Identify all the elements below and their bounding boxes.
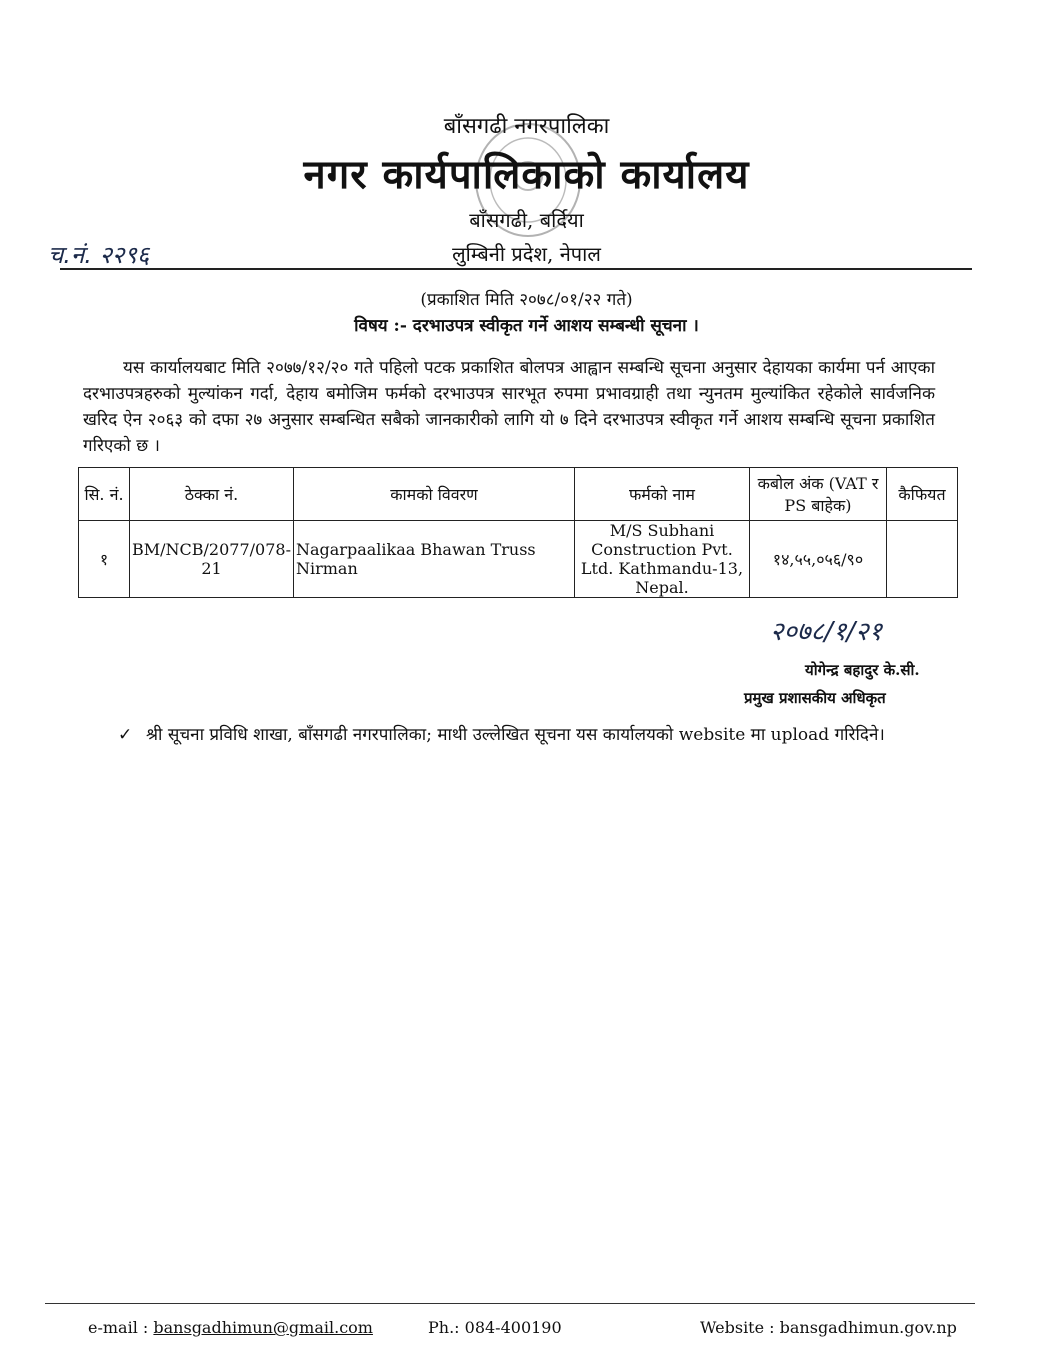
notice-body: यस कार्यालयबाट मिति २०७७/१२/२० गते पहिलो पटक प्रकाशित बोलपत्र आह्वान सम्बन्धि सूचना अनुसार देहायका कार्यमा पर्न आएका दरभाउपत्रहरुको मुल्यांकन गर्दा, देहाय बमोजिम फर्मको दरभाउपत्र सारभूत रुपमा प्रभावग्राही तथा न्युनतम मुल्यांकित रहेकोले सार्वजनिक खरिद ऐन २०६३ को दफा २७ अनुसार सम्बन्धित सबैको जानकारीको लागि यो ७ दिने दरभाउपत्र स्वीकृत गर्ने आशय सम्बन्धि सूचना प्रकाशित गरिएको छ । <box>83 358 935 456</box>
cell-bid-amount: १४,५५,०५६/९० <box>749 521 886 598</box>
footer-phone: Ph.: 084-400190 <box>428 1318 562 1337</box>
cell-firm-name: M/S Subhani Construction Pvt. Ltd. Kathmandu-13, Nepal. <box>574 521 749 598</box>
cell-remarks <box>886 521 957 598</box>
cell-contract-no: BM/NCB/2077/078-21 <box>130 521 294 598</box>
header-firm-name: फर्मको नाम <box>574 468 749 521</box>
bid-table <box>78 467 958 598</box>
signatory-name: योगेन्द्र बहादुर के.सी. <box>805 661 920 679</box>
header-work-description: कामको विवरण <box>293 468 574 521</box>
header-contract-no: ठेक्का नं. <box>130 468 294 521</box>
header-divider <box>60 268 972 270</box>
header-remarks: कैफियत <box>886 468 957 521</box>
table-header-row <box>79 468 958 521</box>
footer-divider <box>45 1303 975 1304</box>
handwritten-signature: २०७८/१/२१ <box>770 617 883 647</box>
cc-note <box>118 722 938 748</box>
reference-number: च.नं. २२९६ <box>48 241 150 269</box>
footer-website: Website : bansgadhimun.gov.np <box>700 1318 957 1337</box>
checkmark-icon: ✓ <box>118 725 133 745</box>
email-link[interactable]: bansgadhimun@gmail.com <box>153 1318 373 1337</box>
signatory-title: प्रमुख प्रशासकीय अधिकृत <box>744 689 886 707</box>
email-label: e-mail : <box>88 1318 154 1337</box>
header-serial: सि. नं. <box>79 468 130 521</box>
published-date: (प्रकाशित मिति २०७८/०१/२२ गते) <box>420 290 633 310</box>
table-row <box>79 521 958 598</box>
notice-subject: विषय :- दरभाउपत्र स्वीकृत गर्ने आशय सम्बन्धी सूचना । <box>354 316 699 336</box>
footer-email <box>88 1318 373 1337</box>
cell-work-description: Nagarpaalikaa Bhawan Truss Nirman <box>293 521 574 598</box>
municipality-name: बाँसगढी नगरपालिका <box>443 114 610 139</box>
office-title: नगर कार्यपालिकाको कार्यालय <box>303 151 750 198</box>
address-line-2: लुम्बिनी प्रदेश, नेपाल <box>452 242 601 266</box>
cell-serial: १ <box>79 521 130 598</box>
cc-note-text: श्री सूचना प्रविधि शाखा, बाँसगढी नगरपालिका; माथी उल्लेखित सूचना यस कार्यालयको website मा upload गरिदिने। <box>146 725 885 745</box>
address-line-1: बाँसगढी, बर्दिया <box>469 208 584 232</box>
header-bid-amount: कबोल अंक (VAT र PS बाहेक) <box>749 468 886 521</box>
